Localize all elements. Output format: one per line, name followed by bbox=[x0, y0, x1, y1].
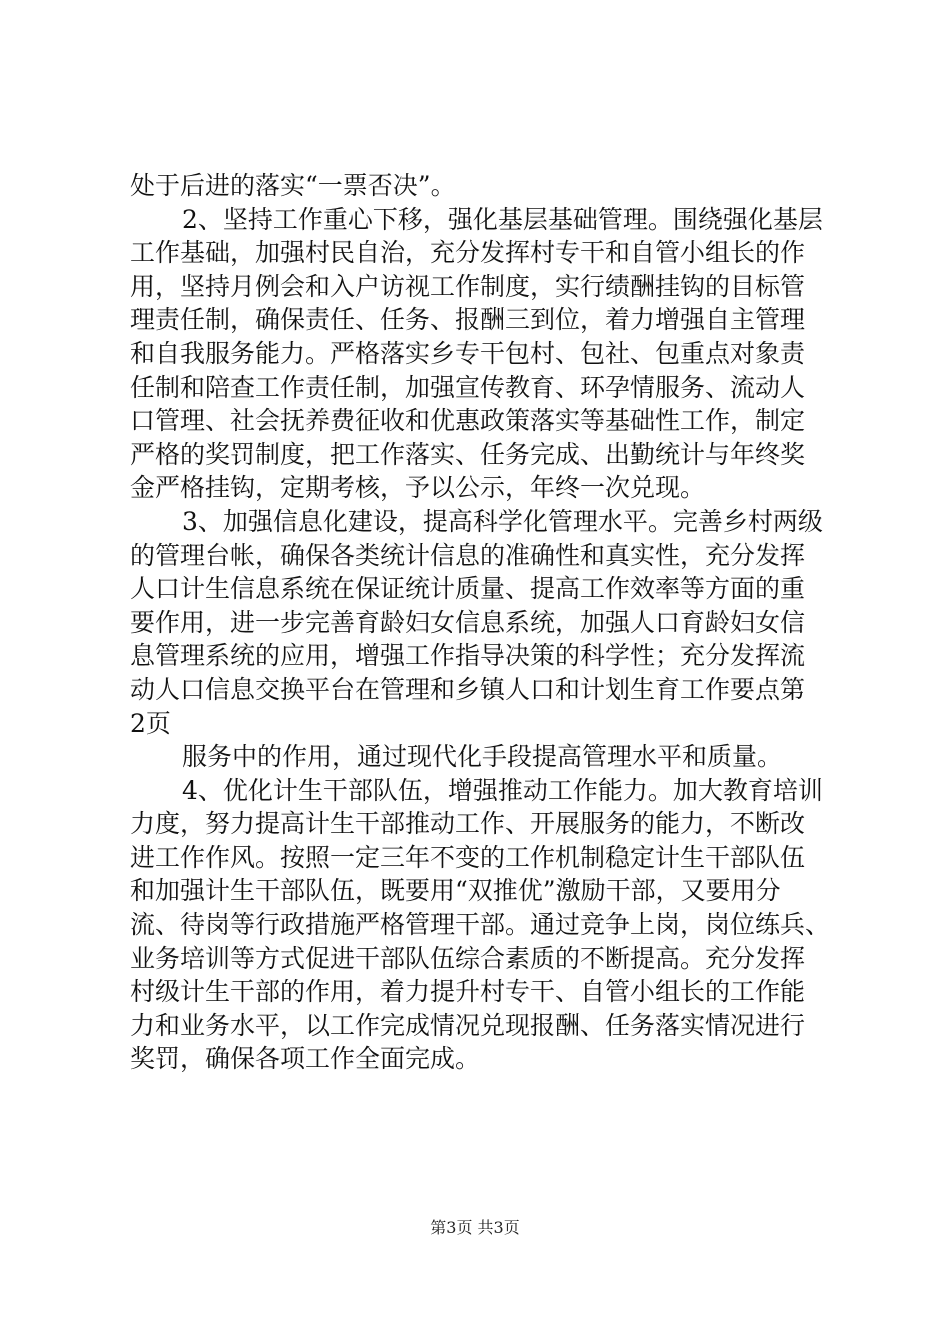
text-line: 处于后进的落实“一票否决”。 bbox=[130, 171, 456, 200]
text-line: 力度，努力提高计生干部推动工作、开展服务的能力，不断改 bbox=[130, 809, 806, 839]
text-line: 村级计生干部的作用，着力提升村专干、自管小组长的工作能 bbox=[130, 977, 806, 1007]
text-line: 2页 bbox=[130, 708, 171, 738]
text-line: 严格的奖罚制度，把工作落实、任务完成、出勤统计与年终奖 bbox=[130, 439, 806, 469]
text-line: 力和业务水平，以工作完成情况兑现报酬、任务落实情况进行 bbox=[130, 1010, 806, 1040]
text-line: 人口计生信息系统在保证统计质量、提高工作效率等方面的重 bbox=[130, 574, 806, 604]
text-line: 3、加强信息化建设，提高科学化管理水平。完善乡村两级 bbox=[182, 506, 823, 536]
text-line: 息管理系统的应用，增强工作指导决策的科学性；充分发挥流 bbox=[130, 641, 806, 671]
text-line: 流、待岗等行政措施严格管理干部。通过竞争上岗，岗位练兵、 bbox=[130, 910, 831, 940]
text-line: 和加强计生干部队伍，既要用“双推优”激励干部，又要用分 bbox=[130, 876, 781, 906]
text-line: 4、优化计生干部队伍，增强推动工作能力。加大教育培训 bbox=[182, 775, 823, 805]
document-body bbox=[130, 169, 830, 1076]
text-line: 2、坚持工作重心下移，强化基层基础管理。围绕强化基层 bbox=[182, 204, 823, 234]
text-line: 口管理、社会抚养费征收和优惠政策落实等基础性工作，制定 bbox=[130, 406, 806, 436]
text-line: 动人口信息交换平台在管理和乡镇人口和计划生育工作要点第 bbox=[130, 674, 806, 704]
text-line: 服务中的作用，通过现代化手段提高管理水平和质量。 bbox=[182, 742, 783, 772]
text-line: 和自我服务能力。严格落实乡专干包村、包社、包重点对象责 bbox=[130, 338, 806, 368]
text-line: 的管理台帐，确保各类统计信息的准确性和真实性，充分发挥 bbox=[130, 540, 806, 570]
text-line: 理责任制，确保责任、任务、报酬三到位，着力增强自主管理 bbox=[130, 305, 806, 335]
text-line: 任制和陪查工作责任制，加强宣传教育、环孕情服务、流动人 bbox=[130, 372, 806, 402]
text-line: 奖罚，确保各项工作全面完成。 bbox=[130, 1044, 481, 1074]
text-line: 业务培训等方式促进干部队伍综合素质的不断提高。充分发挥 bbox=[130, 943, 806, 973]
text-line: 用，坚持月例会和入户访视工作制度，实行绩酬挂钩的目标管 bbox=[130, 271, 806, 301]
text-line: 工作基础，加强村民自治，充分发挥村专干和自管小组长的作 bbox=[130, 238, 806, 268]
text-line: 进工作作风。按照一定三年不变的工作机制稳定计生干部队伍 bbox=[130, 842, 806, 872]
text-line: 要作用，进一步完善育龄妇女信息系统，加强人口育龄妇女信 bbox=[130, 607, 806, 637]
page-footer: 第3页 共3页 bbox=[430, 1218, 520, 1237]
text-line: 金严格挂钩，定期考核，予以公示，年终一次兑现。 bbox=[130, 473, 706, 503]
